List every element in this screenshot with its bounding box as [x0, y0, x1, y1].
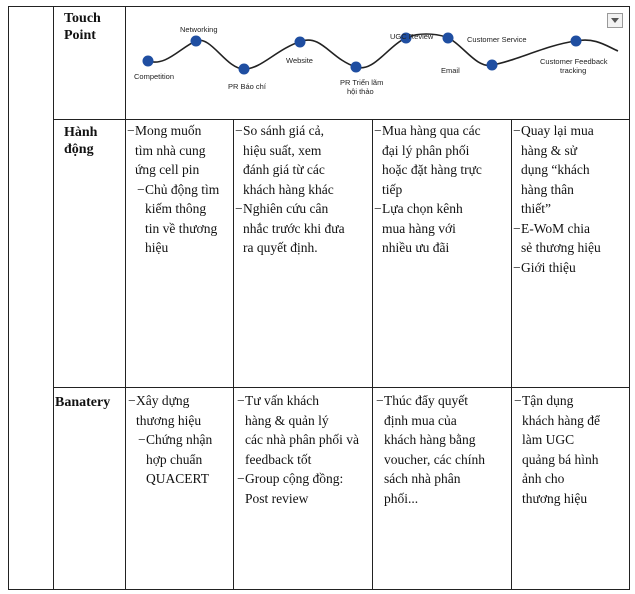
hanhdong-col4-item: − Quay lại mua hàng & sử dụng “khách hàng thân thiết”: [513, 123, 594, 216]
touchpoint-dot-customer-service: [487, 60, 498, 71]
banatery-col1: [128, 391, 232, 489]
dash: −: [376, 393, 384, 408]
dash: −: [128, 393, 136, 408]
hanhdong-col1-item: − Mong muốn tìm nhà cung ứng cell pin: [127, 123, 206, 177]
touchpoint-label-competition: Competition: [134, 72, 175, 81]
dash: −: [237, 471, 245, 486]
touchpoint-label-pr-baochi: PR Báo chí: [228, 82, 266, 91]
table-border-bottom: [8, 589, 630, 590]
banatery-col2-item: − Tư vấn khách hàng & quản lý các nhà phân phối và feedback tốt: [237, 393, 359, 467]
hanhdong-col1-item: − Chủ động tìm kiếm thông tin về thương hiệu: [137, 181, 220, 255]
banatery-col1-item: − Chứng nhận hợp chuẩn QUACERT: [138, 432, 213, 486]
dash: −: [235, 201, 243, 216]
table-border-left: [8, 6, 9, 590]
touchpoint-dot-email: [443, 33, 454, 44]
touchpoint-dot-feedback: [571, 36, 582, 47]
touchpoint-label-customer-service: Customer Service: [467, 35, 527, 44]
header-hanhdong-line1: Hành: [64, 125, 98, 140]
header-touchpoint-line2: Point: [64, 28, 96, 43]
dash: −: [138, 432, 146, 447]
touchpoint-label-ugc-review: UGC Review: [390, 32, 434, 41]
header-banatery: Banatery: [55, 395, 111, 410]
hanhdong-col3-item: − Mua hàng qua các đại lý phân phối hoặc đặt hàng trực tiếp: [374, 123, 482, 197]
banatery-col3: [376, 391, 510, 508]
touchpoint-label-hoithao: hội thảo: [347, 87, 374, 96]
dash: −: [237, 393, 245, 408]
table-border-right: [629, 6, 630, 590]
header-touchpoint-line1: Touch: [64, 11, 101, 26]
touchpoint-label-feedback: Customer Feedback: [540, 57, 608, 66]
dash: −: [514, 393, 522, 408]
dash: −: [374, 123, 382, 138]
hanhdong-col4-item: − E-WoM chia sẻ thương hiệu: [513, 220, 601, 255]
touchpoint-label-email: Email: [441, 66, 460, 75]
dash: −: [513, 259, 521, 275]
banatery-col4: [514, 391, 628, 508]
banatery-col2: [237, 391, 372, 508]
touchpoint-label-website: Website: [286, 56, 313, 65]
banatery-col2-item: − Group cộng đồng: Post review: [237, 471, 344, 506]
banatery-col1-item: − Xây dựng thương hiệu: [128, 393, 202, 428]
hanhdong-col2: [235, 121, 371, 258]
dash: −: [127, 123, 135, 138]
dropdown-toggle[interactable]: [607, 13, 623, 28]
hanhdong-col1: [127, 121, 231, 258]
col-divider-4: [511, 119, 512, 590]
touchpoint-dot-pr-baochi: [239, 64, 250, 75]
touchpoint-dot-website: [295, 37, 306, 48]
dash: −: [235, 123, 243, 138]
hanhdong-col2-item: − So sánh giá cả, hiệu suất, xem đánh giá từ các khách hàng khác: [235, 123, 334, 197]
dash: −: [374, 201, 382, 216]
touchpoint-label-networking: Networking: [180, 25, 218, 34]
dash: −: [513, 123, 521, 138]
header-hanhdong-line2: động: [64, 142, 94, 157]
banatery-col4-item: − Tận dụng khách hàng để làm UGC quảng bá hình ảnh cho thương hiệu: [514, 393, 600, 506]
col-divider-2: [233, 119, 234, 590]
hanhdong-col2-item: − Nghiên cứu cân nhắc trước khi đưa ra quyết định.: [235, 201, 345, 255]
hanhdong-col4: [513, 121, 629, 277]
touchpoint-label-pr-trienlam: PR Triển lãm: [340, 78, 384, 87]
row-divider-2: [53, 387, 630, 388]
header-hanhdong: [64, 124, 97, 158]
banatery-col3-item: − Thúc đẩy quyết định mua của khách hàng bằng voucher, các chính sách nhà phân phối...: [376, 393, 486, 506]
touchpoint-dot-pr-trienlam: [351, 62, 362, 73]
touchpoint-dot-networking: [191, 36, 202, 47]
row-divider-1: [53, 119, 630, 120]
col-divider-3: [372, 119, 373, 590]
journey-table: [8, 6, 630, 590]
touchpoint-diagram: [126, 7, 629, 119]
hanhdong-col3-item: − Lựa chọn kênh mua hàng với nhiều ưu đãi: [374, 201, 463, 255]
touchpoint-dot-competition: [143, 56, 154, 67]
col-divider-0: [53, 6, 54, 590]
dash: −: [513, 220, 521, 236]
touchpoint-label-tracking: tracking: [560, 66, 587, 75]
chevron-down-icon: [608, 14, 622, 27]
header-touchpoint: [64, 10, 101, 44]
dash: −: [137, 181, 145, 197]
hanhdong-col4-item: − Giới thiệu: [521, 258, 629, 278]
hanhdong-col3: [374, 121, 510, 258]
